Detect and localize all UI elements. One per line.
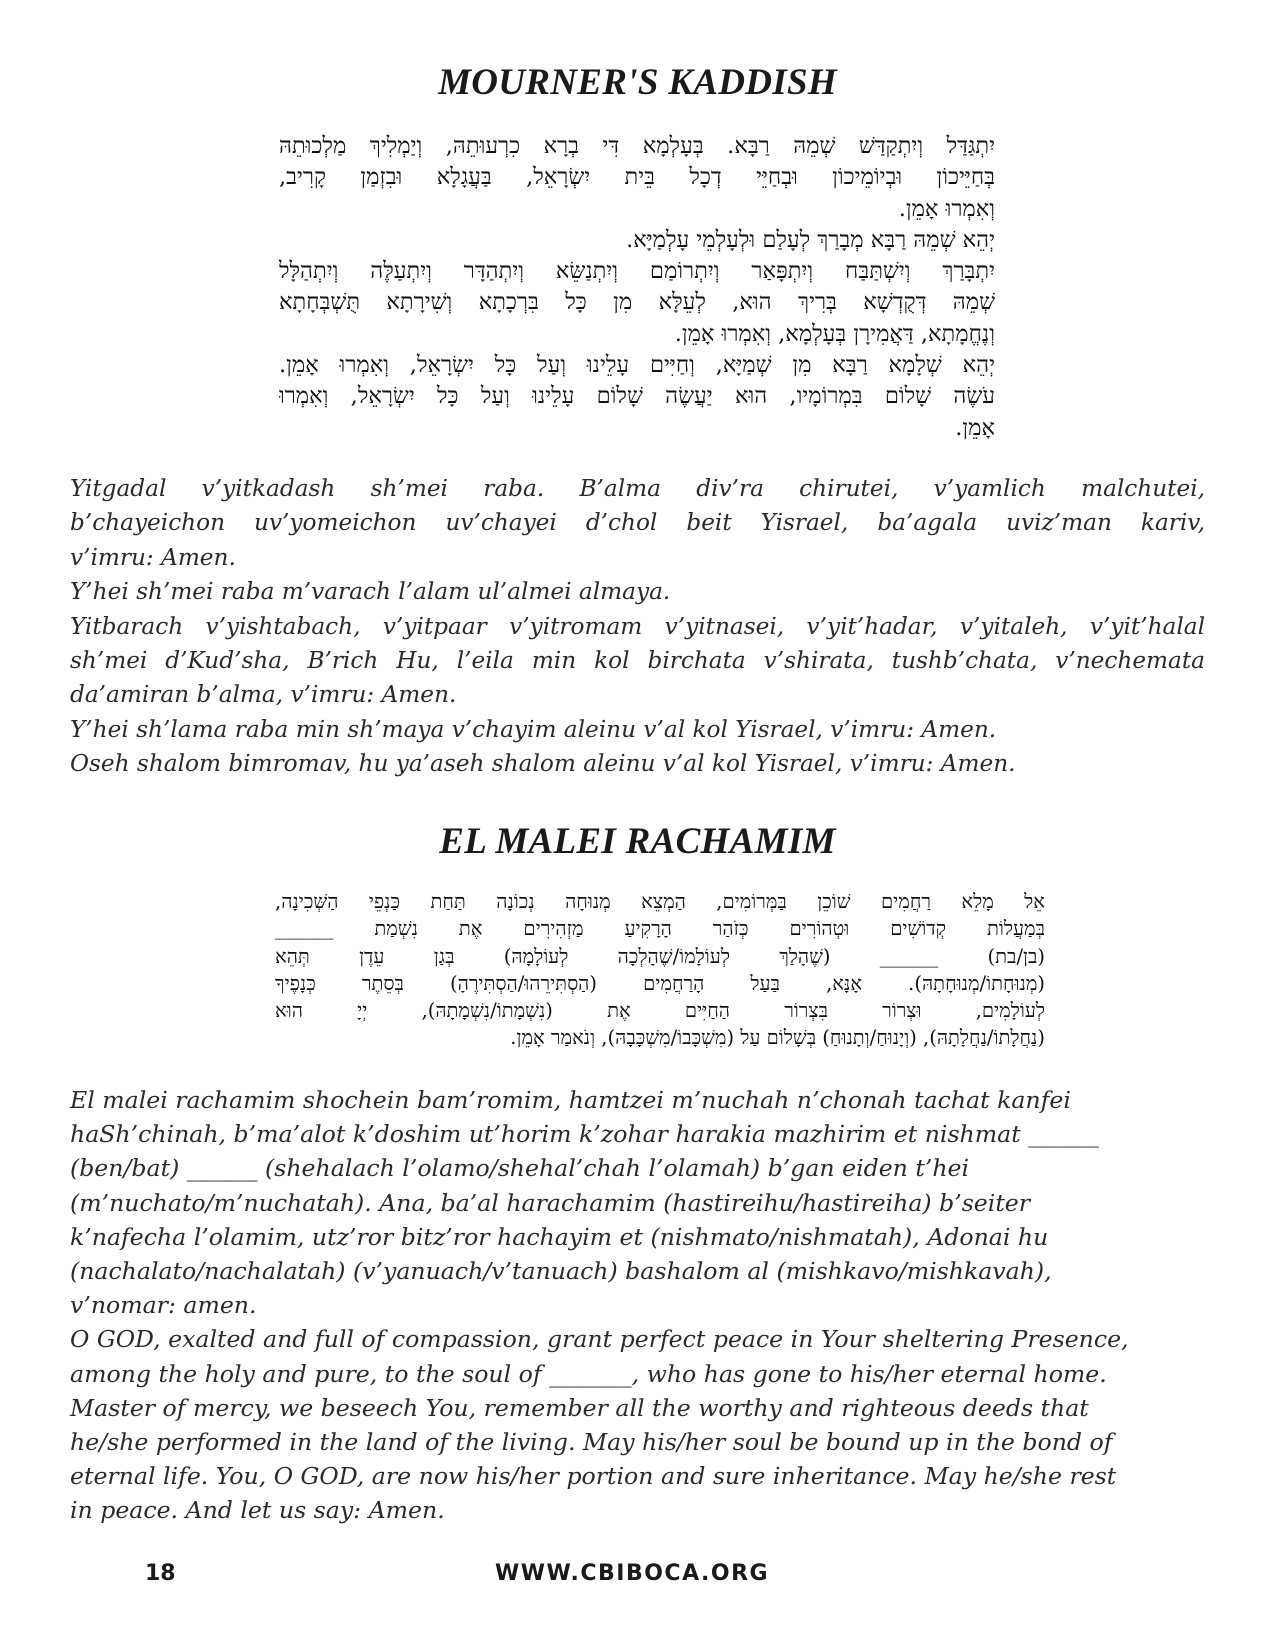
translit-line: v’nomar: amen. <box>70 1291 257 1320</box>
hebrew-line: שְׁמֵהּ דְּקֻדְשָׁא בְּרִיךְ הוּא, לְעֵלָּא מִן כָּל בִּרְכָתָא וְשִׁירָתָא תֻּשְׁבְּחָתָא <box>279 289 995 316</box>
translit-line: Yitgadal v’yitkadash sh’mei raba. B’alma div’ra chirutei, v’yamlich malchutei, <box>70 475 1205 502</box>
english-line: eternal life. You, O GOD, are now his/her portion and sure inheritance. May he/she rest <box>70 1462 1117 1491</box>
translit-line: b’chayeichon uv’yomeichon uv’chayei d’chol beit Yisrael, ba’agala uviz’man kariv, <box>70 509 1205 537</box>
hebrew-line: עֹשֶׂה שָׁלוֹם בִּמְרוֹמָיו, הוּא יַעֲשֶׂה שָׁלוֹם עָלֵינוּ וְעַל כָּל יִשְׂרָאֵל, וְאִמְרוּ <box>279 383 995 410</box>
translit-line: Yitbarach v’yishtabach, v’yitpaar v’yitromam v’yitnasei, v’yit’hadar, v’yitaleh, v’yit’halal <box>70 612 1205 640</box>
el-malei-title: EL MALEI RACHAMIM <box>439 821 836 862</box>
translit-line: Oseh shalom bimromav, hu ya’aseh shalom aleinu v’al kol Yisrael, v’imru: Amen. <box>70 750 1016 778</box>
english-line: he/she performed in the land of the living. May his/her soul be bound up in the bond of <box>70 1428 1113 1457</box>
kaddish-transliteration <box>70 472 1205 782</box>
el-malei-hebrew-text <box>275 888 1045 1052</box>
hebrew-line: (בן/בת) ______ (שֶׁהָלַךְ לְעוֹלָמוֹ/שֶׁהָלְכָה לְעוֹלָמָהּ) בְּגַן עֵדֶן תְּהֵא <box>275 944 1045 968</box>
translit-line: (nachalato/nachalatah) (v’yanuach/v’tanuach) bashalom al (mishkavo/mishkavah), <box>70 1257 1052 1286</box>
translit-line: Y’hei sh’mei raba m’varach l’alam ul’almei almaya. <box>70 578 671 606</box>
hebrew-line: וְאִמְרוּ אָמֵן. <box>898 195 995 222</box>
hebrew-line: אָמֵן. <box>955 414 995 441</box>
english-line: among the holy and pure, to the soul of _______, who has gone to his/her eternal home. <box>70 1359 1107 1388</box>
hebrew-line: אֵל מָלֵא רַחֲמִים שׁוֹכֵן בַּמְּרוֹמִים, הַמְצֵא מְנוּחָה נְכוֹנָה תַּחַת כַּנְפֵי הַשְּׁכִינָה, <box>275 890 1045 913</box>
hebrew-line: יִתְבָּרַךְ וְיִשְׁתַּבַּח וְיִתְפָּאַר וְיִתְרוֹמַם וְיִתְנַשֵּׂא וְיִתְהַדָּר וְיִתְעַלֶּה וְיִתְהַלָּל <box>279 258 995 285</box>
translit-line: v’imru: Amen. <box>70 543 236 571</box>
hebrew-line: (מְנוּחָתוֹ/מְנוּחָתָהּ). אָנָּא, בַּעַל הָרַחֲמִים (הַסְתִּירֵהוּ/הַסְתִּירֶהָ) בְּסֵתֶר כְּנָפֶיךָ <box>275 971 1045 995</box>
translit-line: haSh’chinah, b’ma’alot k’doshim ut’horim k’zohar harakia mazhirim et nishmat ______ <box>70 1120 1099 1149</box>
hebrew-line: בְּחַיֵּיכוֹן וּבְיוֹמֵיכוֹן וּבְחַיֵּי דְכָל בֵּית יִשְׂרָאֵל, בַּעֲגָלָא וּבִזְמַן קָרִיב, <box>279 164 995 191</box>
kaddish-title: MOURNER'S KADDISH <box>438 62 837 103</box>
english-line: Master of mercy, we beseech You, remember all the worthy and righteous deeds that <box>70 1393 1089 1422</box>
translit-line: Y’hei sh’lama raba min sh’maya v’chayim aleinu v’al kol Yisrael, v’imru: Amen. <box>70 715 997 743</box>
translit-line: El malei rachamim shochein bam’romim, hamtzei m’nuchah n’chonah tachat kanfei <box>70 1086 1071 1114</box>
website-url: WWW.CBIBOCA.ORG <box>495 1561 770 1586</box>
english-line: in peace. And let us say: Amen. <box>70 1496 445 1525</box>
hebrew-line: יְהֵא שְׁמֵהּ רַבָּא מְבָרַךְ לְעָלַם וּלְעָלְמֵי עָלְמַיָּא. <box>626 226 995 253</box>
el-malei-transliteration <box>70 1083 1190 1528</box>
hebrew-line: (נַחֲלָתוֹ/נַחֲלָתָהּ), (וְיָנוּחַ/וְתָנוּחַ) בְּשָׁלוֹם עַל (מִשְׁכָּבוֹ/מִשְׁכָּבָהּ), וְנֹאמַר אָמֵן. <box>510 1026 1045 1050</box>
hebrew-line: יִתְגַּדַּל וְיִתְקַדַּשׁ שְׁמֵהּ רַבָּא. בְּעָלְמָא דִּי בְרָא כִרְעוּתֵהּ, וְיַמְלִיךְ מַלְכוּתֵהּ <box>279 133 995 159</box>
translit-line: da’amiran b’alma, v’imru: Amen. <box>70 681 457 709</box>
translit-line: (m’nuchato/m’nuchatah). Ana, ba’al harachamim (hastireihu/hastireiha) b’seiter <box>70 1188 1031 1217</box>
translit-line: (ben/bat) ______ (shehalach l’olamo/shehal’chah l’olamah) b’gan eiden t’hei <box>70 1154 970 1183</box>
translit-line: sh’mei d’Kud’sha, B’rich Hu, l’eila min kol birchata v’shirata, tushb’chata, v’nechemata <box>70 647 1205 675</box>
hebrew-line: לְעוֹלָמִים, וּצְרוֹר בִּצְרוֹר הַחַיִּים אֶת (נִשְׁמָתוֹ/נִשְׁמָתָהּ), יְיָ הוּא <box>275 999 1045 1023</box>
english-line: O GOD, exalted and full of compassion, grant perfect peace in Your sheltering Presence, <box>70 1325 1129 1354</box>
translit-line: k’nafecha l’olamim, utz’ror bitz’ror hachayim et (nishmato/nishmatah), Adonai hu <box>70 1222 1049 1251</box>
hebrew-line: וְנֶחֱמָתָא, דַּאֲמִירָן בְּעָלְמָא, וְאִמְרוּ אָמֵן. <box>674 320 995 347</box>
hebrew-line: בְּמַעֲלוֹת קְדוֹשִׁים וּטְהוֹרִים כְּזֹהַר הָרָקִיעַ מַזְהִירִים אֶת נִשְׁמַת ______ <box>275 917 1045 941</box>
kaddish-hebrew-text <box>279 131 995 444</box>
page-number: 18 <box>145 1561 176 1586</box>
hebrew-line: יְהֵא שְׁלָמָא רַבָּא מִן שְׁמַיָּא, וְחַיִּים עָלֵינוּ וְעַל כָּל יִשְׂרָאֵל, וְאִמְרוּ אָמֵן. <box>279 352 995 379</box>
